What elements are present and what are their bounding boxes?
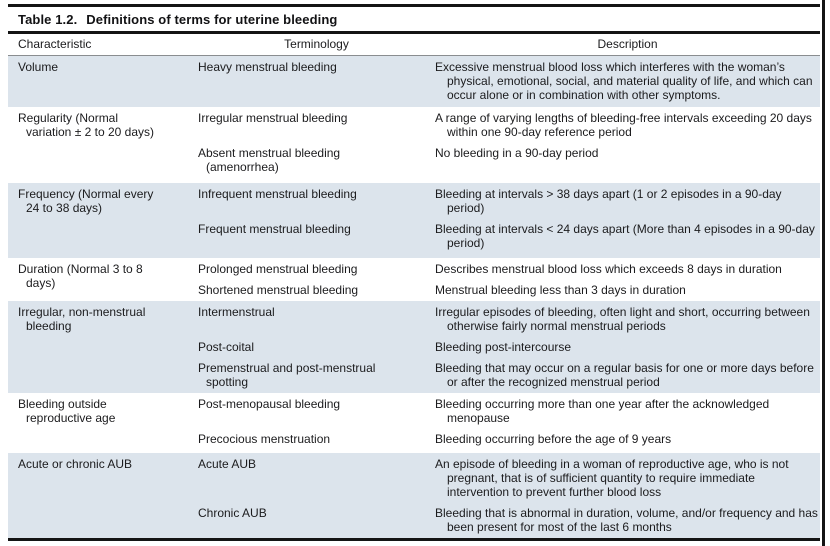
terminology-cell: Post-menopausal bleeding (198, 397, 341, 411)
entry-row (198, 340, 820, 354)
entries (198, 111, 820, 179)
table-row-volume (8, 56, 820, 107)
terminology-cell: Frequent menstrual bleeding (198, 222, 351, 236)
description-cell: Bleeding occurring more than one year after the acknowledged menopause (435, 397, 770, 425)
table-number: Table 1.2. (18, 12, 78, 27)
header-characteristic: Characteristic (18, 37, 92, 51)
entry-row (198, 222, 820, 250)
terminology-cell: Chronic AUB (198, 506, 267, 520)
entry-row (198, 283, 820, 297)
description-cell: Bleeding at intervals > 38 days apart (1 or 2 episodes in a 90-day period) (435, 187, 782, 215)
terminology-cell: Irregular menstrual bleeding (198, 111, 348, 125)
terminology-cell: Intermenstrual (198, 305, 275, 319)
table-bottom-rule (8, 538, 820, 541)
entry-row (198, 262, 820, 276)
characteristic-cell: Regularity (Normal variation ± 2 to 20 days) (18, 111, 154, 139)
table-title (8, 7, 820, 31)
entry-row (198, 305, 820, 333)
description-cell: Bleeding occurring before the age of 9 years (435, 432, 672, 446)
entry-row (198, 432, 820, 446)
entries (198, 457, 820, 534)
terminology-cell: Precocious menstruation (198, 432, 331, 446)
entry-row (198, 397, 820, 425)
characteristic-cell: Acute or chronic AUB (18, 457, 133, 471)
entry-row (198, 361, 820, 389)
characteristic-cell: Duration (Normal 3 to 8 days) (18, 262, 143, 290)
description-cell: Excessive menstrual blood loss which interferes with the woman’s physical, emotional, social, and material quality of life, and which can occur alone or in combination with other symptoms. (435, 60, 813, 102)
header-description: Description (597, 37, 658, 51)
terminology-cell: Absent menstrual bleeding (amenorrhea) (198, 146, 341, 174)
table-row-bleeding-outside-reproductive-age (8, 393, 820, 453)
entries (198, 305, 820, 389)
description-cell: Bleeding post-intercourse (435, 340, 572, 354)
table-row-regularity (8, 107, 820, 183)
entry-row (198, 111, 820, 139)
entry-row (198, 457, 820, 499)
terminology-cell: Heavy menstrual bleeding (198, 60, 337, 74)
table-row-duration (8, 258, 820, 301)
terminology-cell: Prolonged menstrual bleeding (198, 262, 358, 276)
characteristic-cell: Bleeding outside reproductive age (18, 397, 116, 425)
terminology-cell: Post-coital (198, 340, 255, 354)
description-cell: Bleeding that is abnormal in duration, volume, and/or frequency and has been present for most of the last 6 months (435, 506, 818, 534)
characteristic-cell: Volume (18, 60, 59, 74)
entries (198, 397, 820, 449)
terminology-cell: Infrequent menstrual bleeding (198, 187, 357, 201)
description-cell: Describes menstrual blood loss which exceeds 8 days in duration (435, 262, 782, 276)
characteristic-cell: Irregular, non-menstrual bleeding (18, 305, 146, 333)
description-cell: No bleeding in a 90-day period (435, 146, 599, 160)
description-cell: Bleeding that may occur on a regular basis for one or more days before or after the recognized menstrual period (435, 361, 814, 389)
terminology-cell: Acute AUB (198, 457, 257, 471)
table-row-acute-or-chronic-aub (8, 453, 820, 538)
page-scan-edge-line (822, 0, 825, 546)
characteristic-cell: Frequency (Normal every 24 to 38 days) (18, 187, 154, 215)
header-terminology: Terminology (284, 37, 349, 51)
description-cell: An episode of bleeding in a woman of reproductive age, who is not pregnant, that is of sufficient quantity to require immediate intervention to prevent further blood loss (435, 457, 789, 499)
entries (198, 187, 820, 254)
uterine-bleeding-table (8, 4, 820, 541)
description-cell: Bleeding at intervals < 24 days apart (More than 4 episodes in a 90-day period) (435, 222, 815, 250)
entry-row (198, 146, 820, 174)
entry-row (198, 187, 820, 215)
entries (198, 60, 820, 103)
description-cell: Irregular episodes of bleeding, often light and short, occurring between otherwise fairly normal menstrual periods (435, 305, 810, 333)
table-row-frequency (8, 183, 820, 258)
entry-row (198, 60, 820, 102)
entries (198, 262, 820, 297)
terminology-cell: Shortened menstrual bleeding (198, 283, 359, 297)
description-cell: Menstrual bleeding less than 3 days in duration (435, 283, 686, 297)
terminology-cell: Premenstrual and post-menstrual spotting (198, 361, 376, 389)
table-title-text: Definitions of terms for uterine bleeding (86, 12, 338, 27)
table-header-row (8, 34, 820, 55)
description-cell: A range of varying lengths of bleeding-free intervals exceeding 20 days within one 90-day reference period (435, 111, 812, 139)
entry-row (198, 506, 820, 534)
table-row-irregular-non-menstrual (8, 301, 820, 393)
